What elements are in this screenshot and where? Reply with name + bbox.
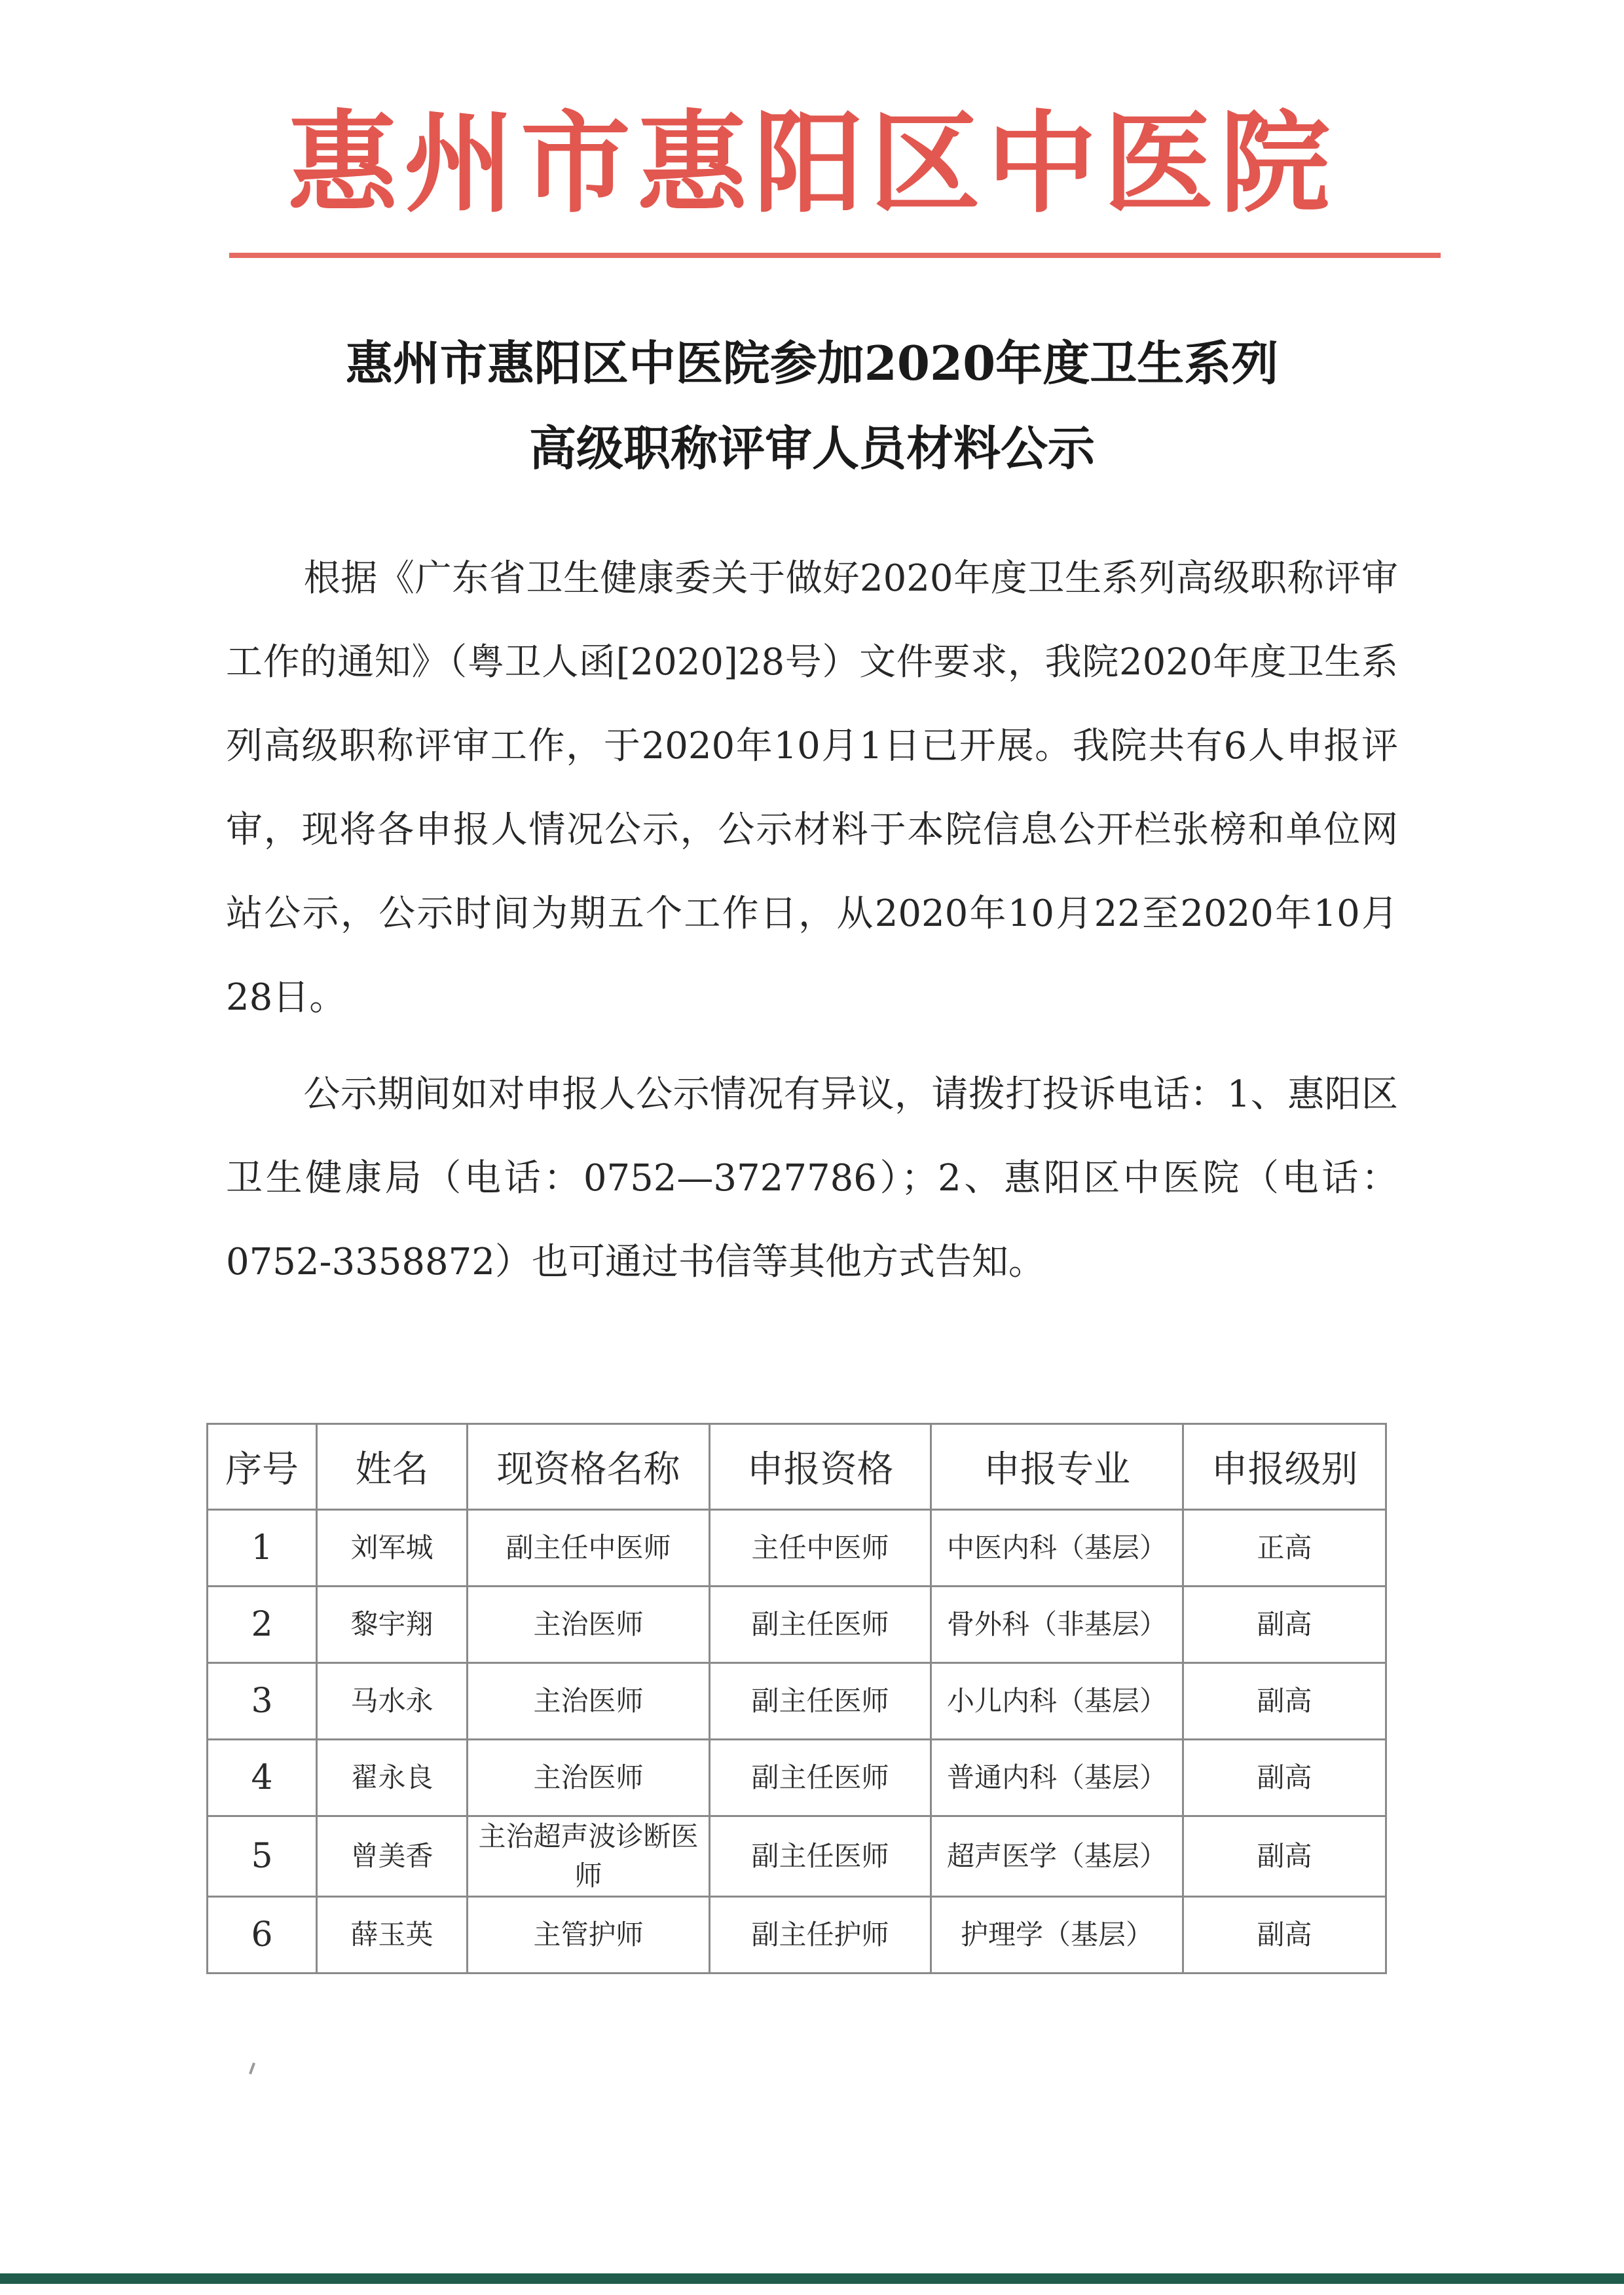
cell-specialty: 护理学（基层）: [931, 1897, 1183, 1974]
table-row: [208, 1663, 1386, 1740]
header-seq: 序号: [208, 1424, 317, 1510]
header-applied-qualification: 申报资格: [710, 1424, 931, 1510]
body-paragraph-2-text: 公示期间如对申报人公示情况有异议，请拨打投诉电话：1、惠阳区卫生健康局（电话：0752—3727786）；2、惠阳区中医院（电话：0752-3358872）也可通过书信等其他方式告知。: [226, 1073, 1399, 1283]
header-current-qualification: 现资格名称: [468, 1424, 710, 1510]
cell-current-qualification: 主治超声波诊断医师: [468, 1816, 710, 1897]
cell-applied-qualification: 副主任护师: [710, 1897, 931, 1974]
letterhead-org-name: 惠州市惠阳区中医院: [287, 100, 1337, 228]
cell-seq: 5: [208, 1816, 317, 1897]
bottom-edge-band: [0, 2273, 1624, 2284]
cell-seq: 6: [208, 1897, 317, 1974]
header-level: 申报级别: [1183, 1424, 1386, 1510]
cell-specialty: 中医内科（基层）: [931, 1510, 1183, 1587]
cell-current-qualification: 主管护师: [468, 1897, 710, 1974]
cell-name: 薛玉英: [317, 1897, 468, 1974]
cell-specialty: 普通内科（基层）: [931, 1740, 1183, 1816]
letterhead-divider: [229, 253, 1441, 258]
cell-level: 副高: [1183, 1587, 1386, 1663]
cell-level: 副高: [1183, 1740, 1386, 1816]
cell-current-qualification: 主治医师: [468, 1663, 710, 1740]
cell-seq: 4: [208, 1740, 317, 1816]
cell-name: 刘军城: [317, 1510, 468, 1587]
cell-specialty: 骨外科（非基层）: [931, 1587, 1183, 1663]
body-paragraph-1: [226, 537, 1398, 1040]
header-name: 姓名: [317, 1424, 468, 1510]
cell-name: 曾美香: [317, 1816, 468, 1897]
document-title-line-2: 高级职称评审人员材料公示: [528, 420, 1095, 476]
cell-applied-qualification: 副主任医师: [710, 1587, 931, 1663]
cell-current-qualification: 副主任中医师: [468, 1510, 710, 1587]
cell-specialty: 小儿内科（基层）: [931, 1663, 1183, 1740]
table-row: [208, 1587, 1386, 1663]
cell-seq: 2: [208, 1587, 317, 1663]
cell-level: 副高: [1183, 1816, 1386, 1897]
table-row: [208, 1510, 1386, 1587]
table-header-row: [208, 1424, 1386, 1510]
cell-applied-qualification: 副主任医师: [710, 1816, 931, 1897]
cell-applied-qualification: 副主任医师: [710, 1740, 931, 1816]
cell-seq: 1: [208, 1510, 317, 1587]
scan-speck: [249, 2063, 255, 2074]
cell-specialty: 超声医学（基层）: [931, 1816, 1183, 1897]
cell-level: 正高: [1183, 1510, 1386, 1587]
cell-level: 副高: [1183, 1663, 1386, 1740]
header-specialty: 申报专业: [931, 1424, 1183, 1510]
cell-applied-qualification: 副主任医师: [710, 1663, 931, 1740]
body-paragraph-1-text: 根据《广东省卫生健康委关于做好2020年度卫生系列高级职称评审工作的通知》（粤卫人函[2020]28号）文件要求，我院2020年度卫生系列高级职称评审工作，于2020年10月1日已开展。我院共有6人申报评审，现将各申报人情况公示，公示材料于本院信息公开栏张榜和单位网站公示，公示时间为期五个工作日，从2020年10月22至2020年10月28日。: [226, 557, 1399, 1019]
table-row: [208, 1740, 1386, 1816]
cell-name: 黎宇翔: [317, 1587, 468, 1663]
document-title-line-1: 惠州市惠阳区中医院参加2020年度卫生系列: [345, 335, 1279, 391]
cell-current-qualification: 主治医师: [468, 1740, 710, 1816]
body-paragraph-2: [226, 1053, 1398, 1304]
cell-applied-qualification: 主任中医师: [710, 1510, 931, 1587]
applicant-table: [206, 1423, 1387, 1974]
cell-current-qualification: 主治医师: [468, 1587, 710, 1663]
table-row: [208, 1897, 1386, 1974]
cell-name: 翟永良: [317, 1740, 468, 1816]
cell-seq: 3: [208, 1663, 317, 1740]
cell-level: 副高: [1183, 1897, 1386, 1974]
table-row: [208, 1816, 1386, 1897]
cell-name: 马水永: [317, 1663, 468, 1740]
